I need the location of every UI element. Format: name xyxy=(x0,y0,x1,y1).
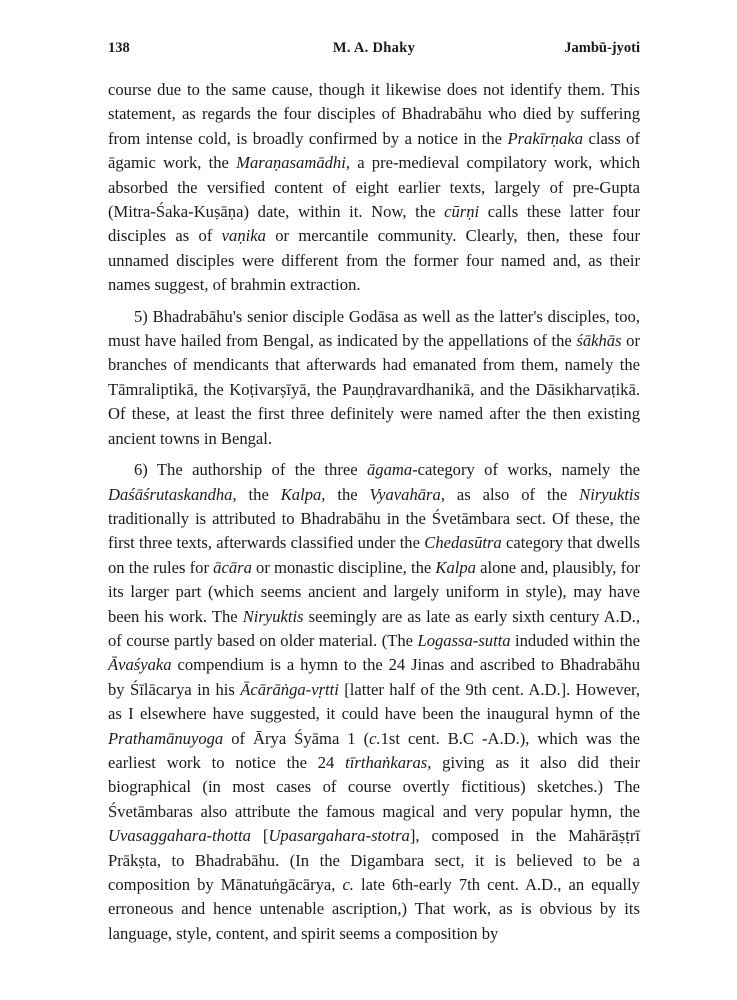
text-run: course due to the same cause, though it likewise does not identify them. This statement, as regards the four disciples of Bhadrabāhu who died by suffering from intense cold, is broadly confirmed by a notice in the xyxy=(108,80,640,148)
body-text xyxy=(108,78,640,953)
page-number: 138 xyxy=(108,40,130,56)
text-run: as also of the xyxy=(444,484,580,504)
italic-term: Niryuktis xyxy=(579,484,640,504)
text-run: [latter half of the 9th cent. A.D.]. However, as I elsewhere have suggested, it could have been the inaugural hymn of the xyxy=(108,679,640,724)
italic-term: Kalpa xyxy=(435,557,476,577)
text-run: alone and, plausibly, for its larger part (which seems ancient and largely uniform in style), may have been his work. The xyxy=(108,557,640,626)
text-run: or mercantile community. Clearly, then, these four unnamed disciples were different from the former four named and, as their names suggest, of brahmin extraction. xyxy=(108,226,640,295)
italic-term: Niryuktis xyxy=(242,606,304,626)
italic-term: Uvasaggahara-thotta xyxy=(108,826,251,846)
italic-term: Ācārāṅga-vṛtti xyxy=(240,679,339,699)
text-run: compendium is a hymn to the 24 Jinas and ascribed to Bhadrabāhu by Śīlācarya in his xyxy=(108,655,640,699)
text-run: 1st cent. B.C -A.D.), which was the earliest work to notice the 24 xyxy=(108,728,640,772)
text-run: induded within the xyxy=(510,630,640,650)
text-run: late 6th-early 7th cent. A.D., an equally erroneous and hence untenable ascription,) That work, as is obvious by its language, style, content, and spirit seems a composition by xyxy=(108,875,640,943)
italic-term: Chedasūtra xyxy=(424,533,502,553)
italic-term: Prathamānuyoga xyxy=(108,728,224,748)
text-run: giving as it also did their biographical (in most cases of course overtly fictitious) sketches.) The Śvetāmbaras also attribute the famous magical and very popular hymn, the xyxy=(108,752,640,821)
italic-term: ācāra xyxy=(213,557,252,577)
text-run: or branches of mendicants that afterwards had emanated from them, namely the Tāmraliptikā, the Koṭivarṣīyā, the Pauṇḍravardhanikā, and the Dāsikharvaṭikā. Of these, at least the first three definitely were named after the then existing ancient towns in Bengal. xyxy=(108,331,640,448)
italic-term: c. xyxy=(369,728,381,748)
text-run: ], composed in the Mahārāṣṭrī Prākṣta, to Bhadrabāhu. (In the Digambara sect, it is believed to be a composition by Mānatuṅgācārya, xyxy=(108,826,640,894)
italic-term: c. xyxy=(342,875,354,894)
running-title: Jambū-jyoti xyxy=(564,40,640,56)
italic-term: āgama xyxy=(366,460,413,480)
text-run: [ xyxy=(250,826,269,846)
text-run: category that dwells on the rules for xyxy=(108,533,640,577)
text-run: class of āgamic work, the xyxy=(108,128,640,173)
text-run: seemingly are as late as early sixth century A.D., of course partly based on older material. (The xyxy=(108,606,640,650)
text-run: 5) Bhadrabāhu's senior disciple Godāsa as well as the latter's disciples, too, must have hailed from Bengal, as indicated by the appellations of the xyxy=(108,306,640,351)
text-run: -category of works, namely the xyxy=(412,460,640,480)
italic-term: śākhās xyxy=(576,331,622,351)
italic-term: Daśāśrutaskandha, xyxy=(108,484,237,504)
italic-term: Prakīrṇaka xyxy=(507,128,584,148)
paragraph-point-5 xyxy=(108,305,640,451)
italic-term: Upasargahara-stotra xyxy=(268,826,410,846)
text-run: or monastic discipline, the xyxy=(251,557,436,577)
italic-term: Maraṇasamādhi, xyxy=(236,153,350,173)
italic-term: Āvaśyaka xyxy=(108,655,172,675)
text-run: calls these latter four disciples as of xyxy=(108,202,640,246)
text-run: 6) The authorship of the three xyxy=(134,460,367,480)
text-run: a pre-medieval compilatory work, which absorbed the versified content of eight earlier texts, largely of pre-Gupta (Mitra-Śaka-Kuṣāṇa) date, within it. Now, the xyxy=(108,153,640,222)
paragraph-continuation xyxy=(108,78,640,298)
italic-term: Vyavahāra, xyxy=(369,484,445,504)
paragraph-point-6 xyxy=(108,458,640,946)
text-run: of Ārya Śyāma 1 ( xyxy=(223,728,370,748)
author-name: M. A. Dhaky xyxy=(332,40,416,56)
italic-term: Kalpa, xyxy=(280,484,326,504)
italic-term: vaṇika xyxy=(221,226,266,246)
text-run: traditionally is attributed to Bhadrabāhu in the Śvetāmbara sect. Of these, the first three texts, afterwards classified under the xyxy=(108,508,640,553)
italic-term: tīrthaṅkaras, xyxy=(345,752,432,772)
italic-term: Logassa-sutta xyxy=(417,630,511,650)
italic-term: cūrṇi xyxy=(444,202,480,222)
text-run: the xyxy=(236,484,281,504)
text-run: the xyxy=(325,484,370,504)
running-header xyxy=(108,40,640,60)
